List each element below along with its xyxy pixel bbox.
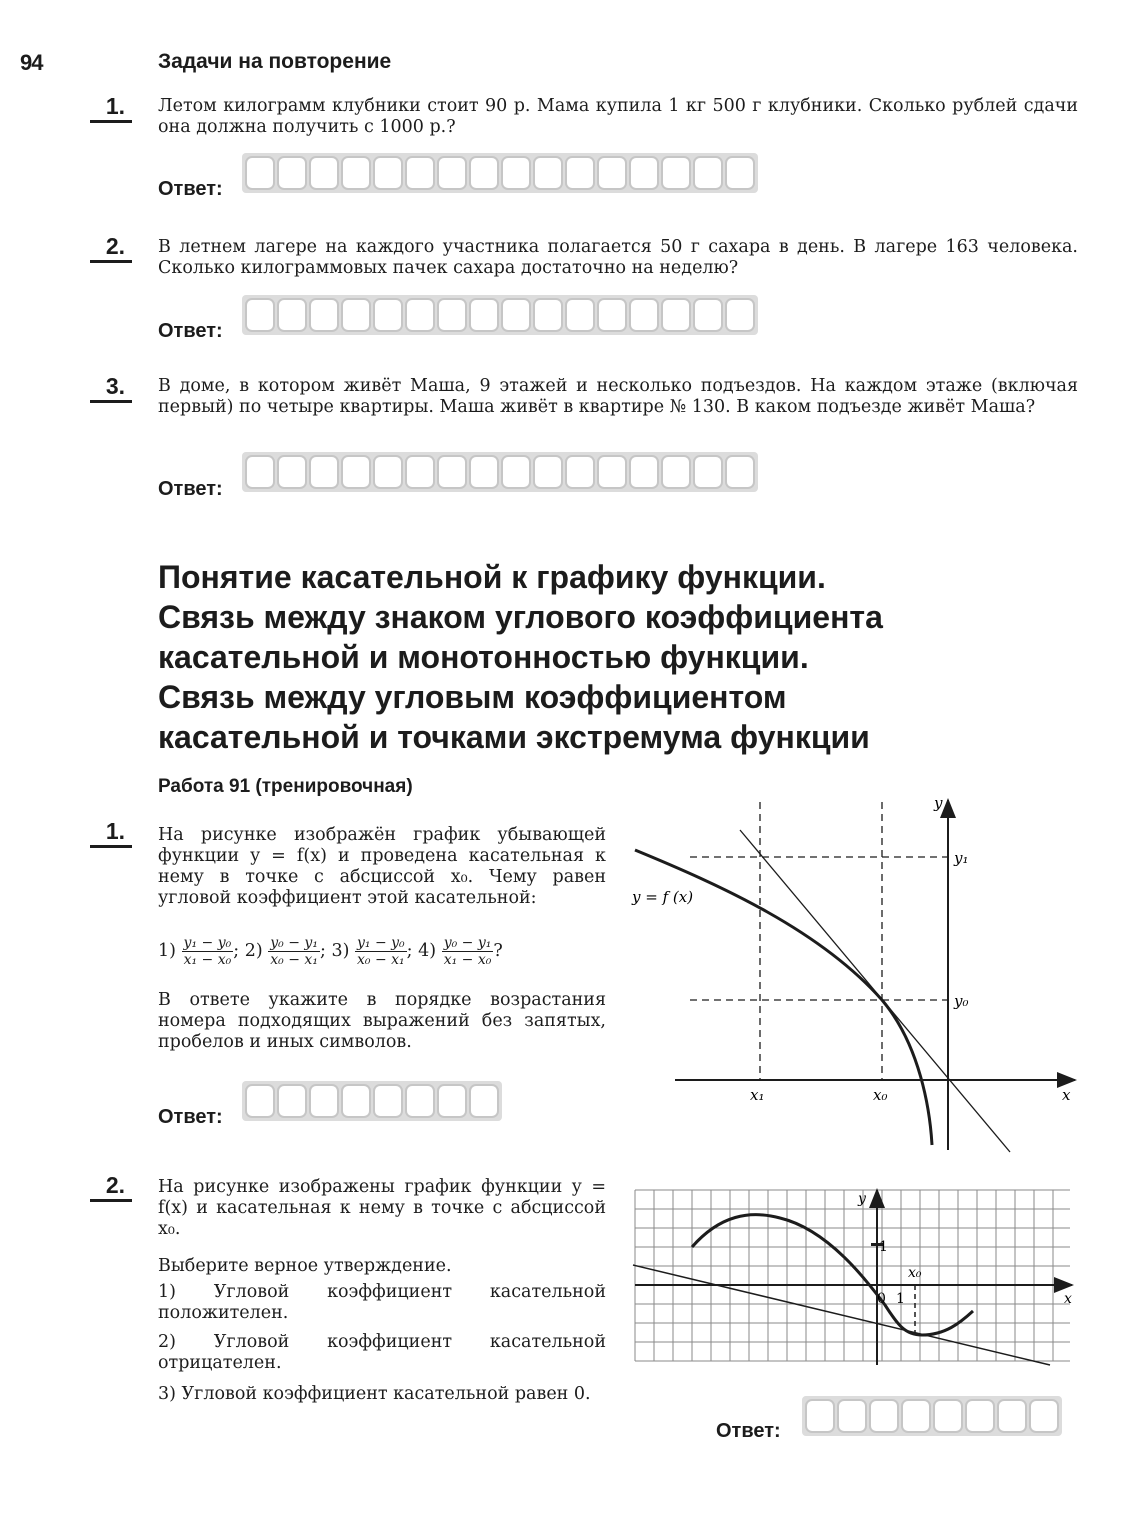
answer-input-task-2[interactable] <box>242 295 758 335</box>
topic-title-line: Связь между угловым коэффициентом <box>158 679 787 715</box>
task-2-prompt: Выберите верное утверждение. <box>158 1256 452 1276</box>
answer-input-work-task-2[interactable] <box>802 1396 1062 1436</box>
review-task-2-number: 2. <box>105 233 125 259</box>
task-number-underline <box>90 845 132 848</box>
task-number-underline <box>90 260 132 263</box>
task-2-option-3: 3) Угловой коэффициент касательной равен 0. <box>158 1384 591 1404</box>
task-1-text: На рисунке изображён график убывающей функции y = f(x) и проведена касательная к нему в точке с абсциссой x₀. Чему равен угловой коэффициент этой касательной: <box>158 825 606 908</box>
answer-label: Ответ: <box>158 320 223 342</box>
grid <box>635 1190 1070 1361</box>
y1-label: y₁ <box>954 849 969 867</box>
section-heading: Задачи на повторение <box>158 50 392 73</box>
y0-label: y₀ <box>954 992 969 1010</box>
y-axis-label: y <box>858 1191 866 1207</box>
task-2-option-2: 2) Угловой коэффициент касательной отрицателен. <box>158 1332 606 1373</box>
task-1-graph <box>620 790 1090 1160</box>
x-one-label: 1 <box>896 1291 905 1307</box>
task-number-underline <box>90 120 132 123</box>
option-3-fraction: $\frac{\text{y₁ − y₀}}{\text{x₀ − x₁}}$ <box>356 935 405 968</box>
review-task-3-text: В доме, в котором живёт Маша, 9 этажей и несколько подъездов. На каждом этаже (включая первый) по четыре квартиры. Маша живёт в квартире № 130. В каком подъезде живёт Маша? <box>158 376 1078 417</box>
review-task-1-number: 1. <box>105 93 125 119</box>
topic-title-line: Связь между знаком углового коэффициента <box>158 599 883 635</box>
topic-title-line: касательной и монотонностью функции. <box>158 639 809 675</box>
work-title: Работа 91 (тренировочная) <box>158 776 413 797</box>
answer-label: Ответ: <box>158 478 223 500</box>
option-2-fraction: $\frac{\text{y₀ − y₁}}{\text{x₀ − x₁}}$ <box>270 935 318 968</box>
x0-label: x₀ <box>908 1265 922 1281</box>
task-1-options: 1) $\frac{\text{y₁ − y₀}}{\text{x₁ − x₀}}$ ; 2) $\frac{\text{y₀ − y₁}}{\text{x₀ − x₁}}$ ; 3) $\frac{\text{y₁ − y₀}}{\text{x₀ − x₁}}$ ; 4) $\frac{\text{y₀ − y₁}}{\text{x₁ − x₀}}$ ? <box>158 935 503 968</box>
x0-label: x₀ <box>873 1086 888 1104</box>
task-1-number: 1. <box>105 818 125 844</box>
review-task-3-number: 3. <box>105 373 125 399</box>
task-2-text: На рисунке изображены график функции y = f(x) и касательная к нему в точке с абсциссой x₀. <box>158 1177 606 1239</box>
task-2-number: 2. <box>105 1172 125 1198</box>
topic-title-line: Понятие касательной к графику функции. <box>158 559 826 595</box>
option-1-fraction: $\frac{\text{y₁ − y₀}}{\text{x₁ − x₀}}$ <box>183 935 232 968</box>
origin-label: 0 <box>877 1291 886 1307</box>
task-2-option-1: 1) Угловой коэффициент касательной положителен. <box>158 1282 606 1323</box>
y-one-label: 1 <box>879 1239 888 1255</box>
topic-title-line: касательной и точками экстремума функции <box>158 719 870 755</box>
x-axis-label: x <box>1062 1086 1071 1104</box>
x1-label: x₁ <box>750 1086 765 1104</box>
function-curve <box>692 1215 973 1335</box>
tangent-line <box>633 1265 1050 1365</box>
function-label: y = f (x) <box>632 888 694 906</box>
option-4-fraction: $\frac{\text{y₀ − y₁}}{\text{x₁ − x₀}}$ <box>443 935 492 968</box>
page-number: 94 <box>20 50 43 75</box>
answer-label: Ответ: <box>158 178 223 200</box>
task-number-underline <box>90 400 132 403</box>
task-number-underline <box>90 1199 132 1202</box>
answer-label: Ответ: <box>158 1106 223 1128</box>
y-axis-label: y <box>934 794 943 812</box>
task-2-graph <box>630 1185 1080 1370</box>
answer-input-task-1[interactable] <box>242 153 758 193</box>
review-task-1-text: Летом килограмм клубники стоит 90 р. Мама купила 1 кг 500 г клубники. Сколько рублей сдачи она должна получить с 1000 р.? <box>158 96 1078 137</box>
review-task-2-text: В летнем лагере на каждого участника полагается 50 г сахара в день. В лагере 163 человека. Сколько килограммовых пачек сахара достаточно на неделю? <box>158 237 1078 278</box>
answer-label: Ответ: <box>716 1420 781 1442</box>
topic-title <box>158 557 1118 757</box>
answer-input-task-3[interactable] <box>242 452 758 492</box>
task-1-instruction: В ответе укажите в порядке возрастания номера подходящих выражений без запятых, пробелов и иных символов. <box>158 990 606 1052</box>
x-axis-label: x <box>1064 1291 1072 1307</box>
answer-input-work-task-1[interactable] <box>242 1081 502 1121</box>
